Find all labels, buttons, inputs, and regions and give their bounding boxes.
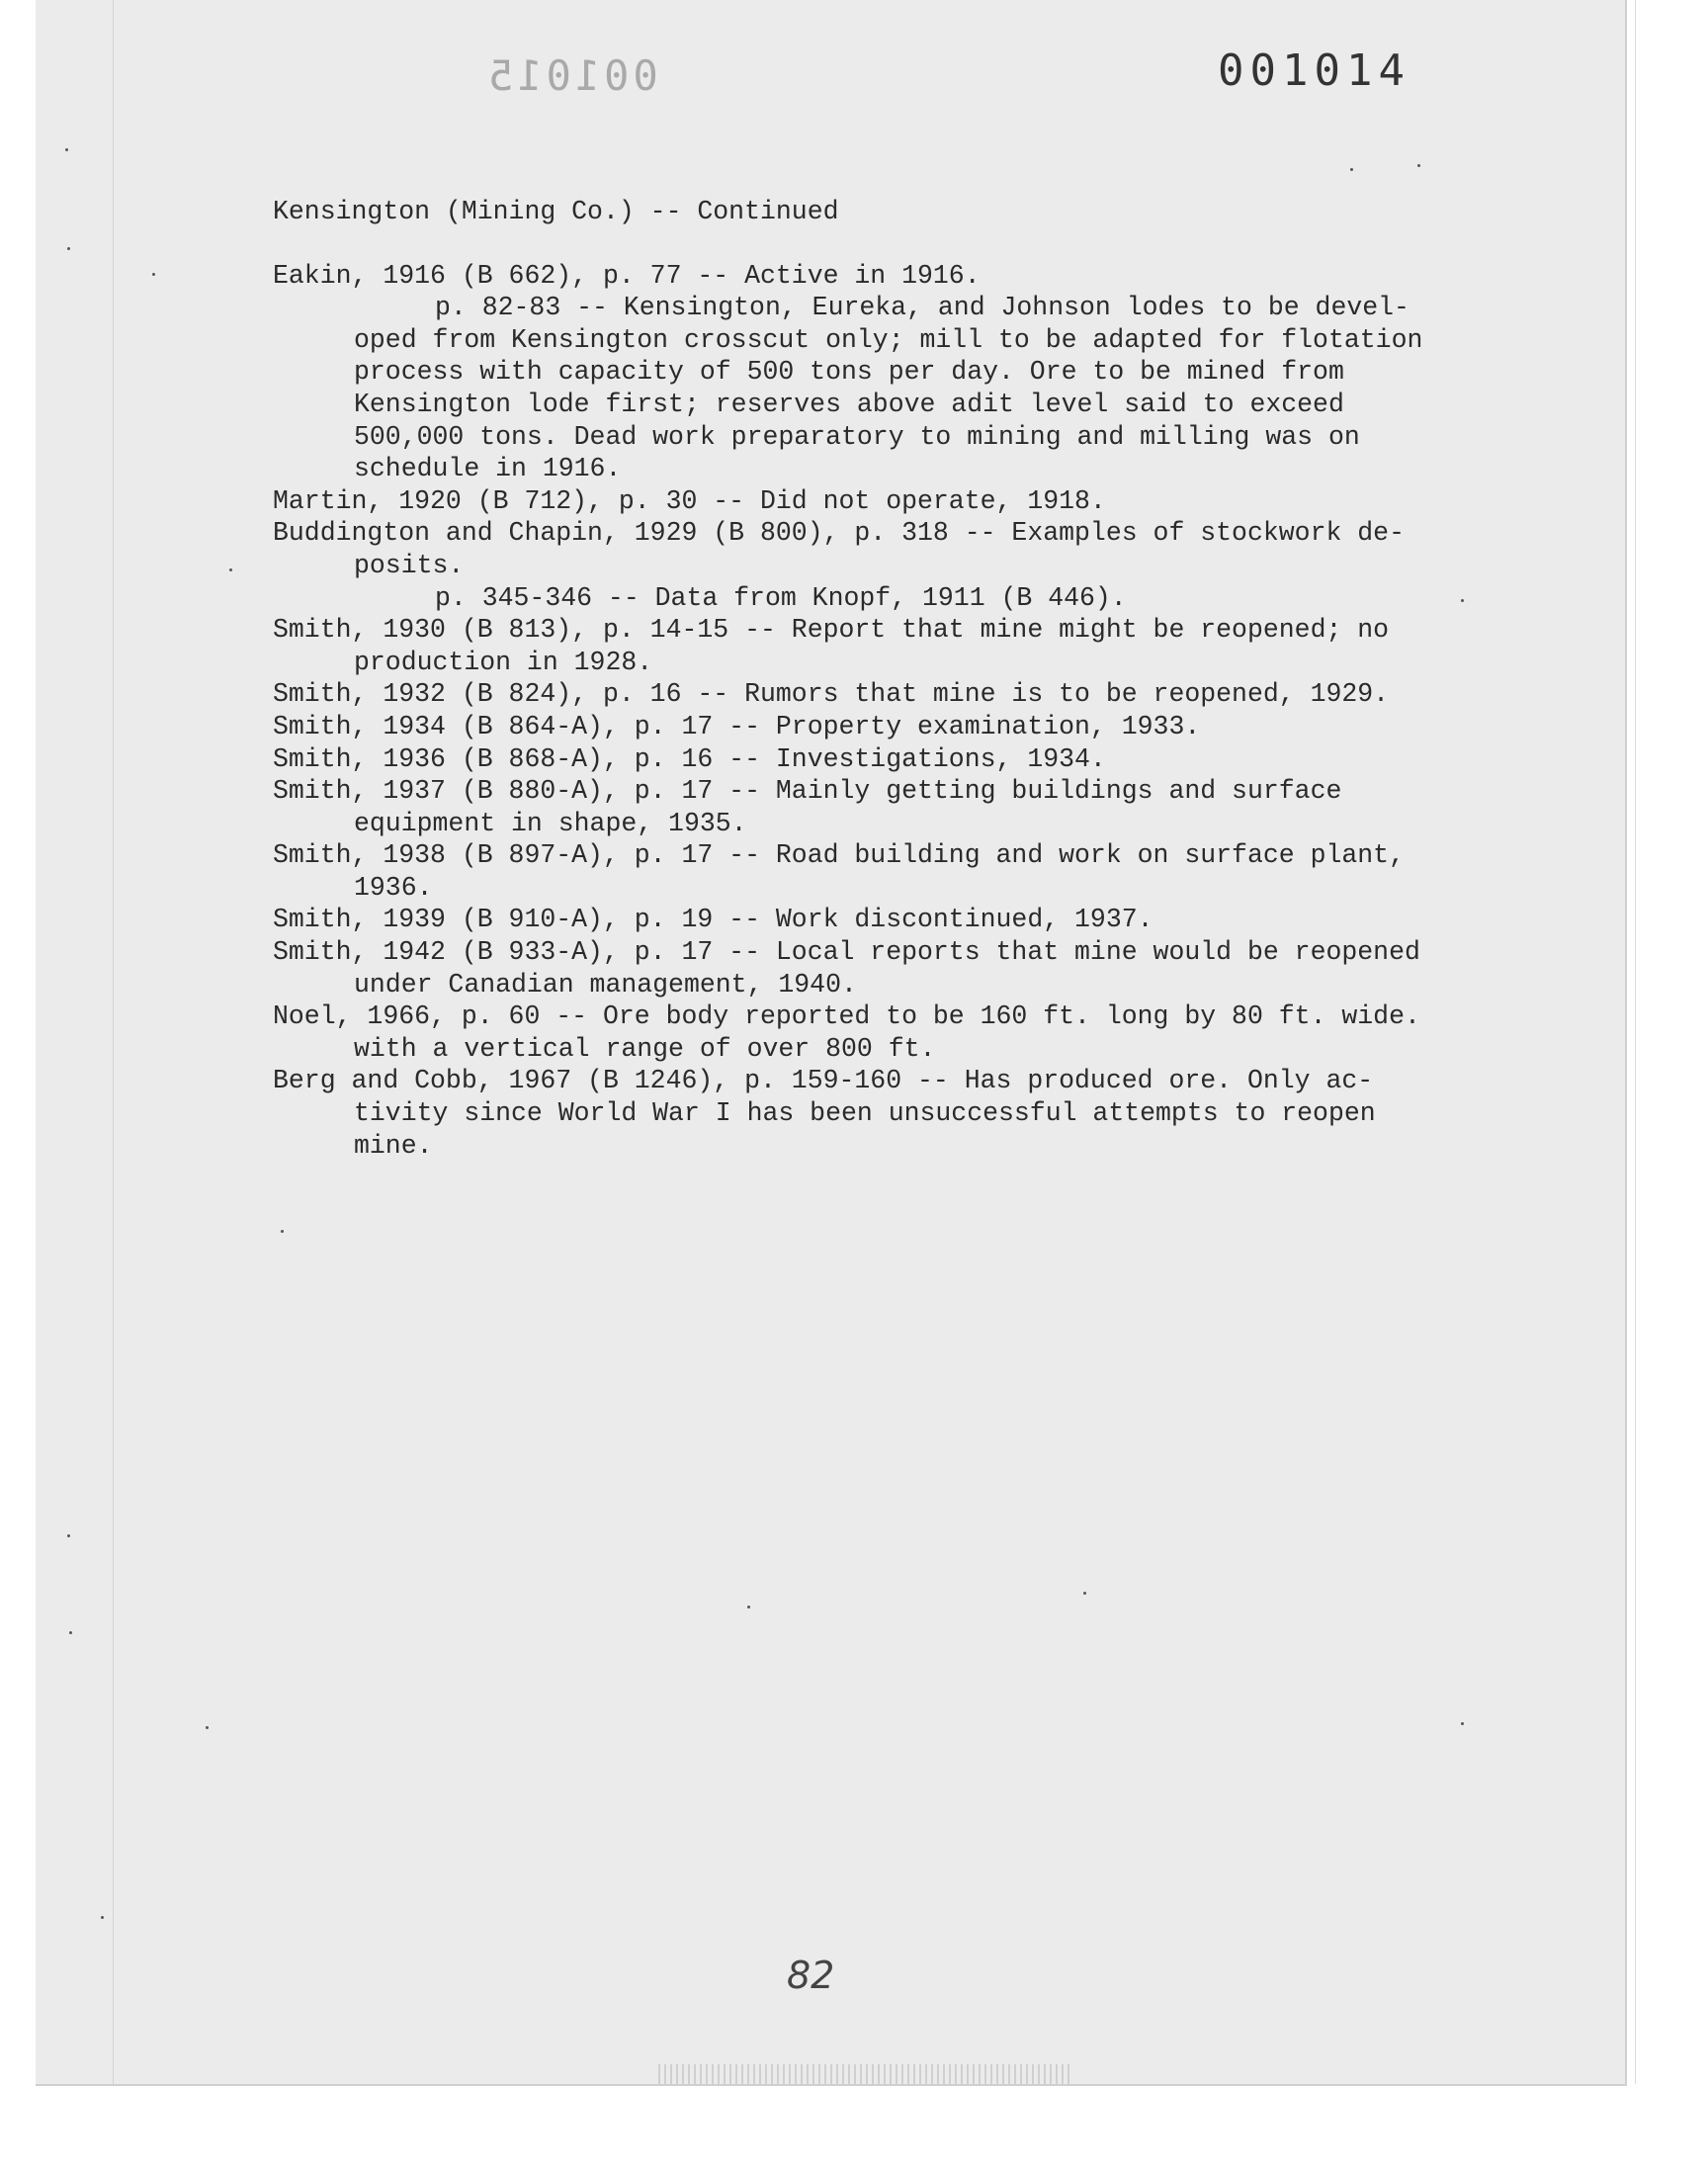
reference-entry <box>273 775 1489 839</box>
reference-entry <box>273 1065 1489 1162</box>
reference-entry <box>273 292 1489 485</box>
entry-line: Smith, 1938 (B 897-A), p. 17 -- Road building and work on surface plant, <box>273 840 1405 871</box>
mirrored-stamp-number: 001015 <box>484 51 658 100</box>
scan-artifact-strip <box>658 2064 1073 2084</box>
entry-line: Eakin, 1916 (B 662), p. 77 -- Active in 1916. <box>273 260 981 291</box>
reference-entry <box>273 743 1489 776</box>
reference-entry <box>273 582 1489 615</box>
stamp-number: 001014 <box>1218 45 1410 96</box>
entry-line: schedule in 1916. <box>354 454 622 484</box>
reference-entry <box>273 678 1489 711</box>
reference-entry <box>273 1000 1489 1065</box>
reference-entry <box>273 711 1489 743</box>
entry-line: process with capacity of 500 tons per day. Ore to be mined from <box>354 357 1344 388</box>
page-fold-line <box>113 0 114 2084</box>
entry-line: production in 1928. <box>354 647 653 677</box>
entry-line: with a vertical range of over 800 ft. <box>354 1033 936 1064</box>
document-body <box>273 196 1489 1162</box>
entry-line: under Canadian management, 1940. <box>354 969 857 1000</box>
section-heading: Kensington (Mining Co.) -- Continued <box>273 197 839 226</box>
entry-line: mine. <box>354 1130 433 1161</box>
entry-line: posits. <box>354 550 465 580</box>
entry-line: Smith, 1939 (B 910-A), p. 19 -- Work discontinued, 1937. <box>273 905 1153 935</box>
entry-line: Kensington lode first; reserves above adit level said to exceed <box>354 389 1344 419</box>
reference-entry <box>273 614 1489 678</box>
entry-line: tivity since World War I has been unsuccessful attempts to reopen <box>354 1098 1376 1129</box>
page-number: 82 <box>787 1954 835 1997</box>
entry-line: p. 345-346 -- Data from Knopf, 1911 (B 446). <box>435 582 1127 613</box>
entry-line: Smith, 1936 (B 868-A), p. 16 -- Investigations, 1934. <box>273 743 1106 774</box>
entry-line: Smith, 1932 (B 824), p. 16 -- Rumors that mine is to be reopened, 1929. <box>273 679 1390 710</box>
entry-line: Martin, 1920 (B 712), p. 30 -- Did not operate, 1918. <box>273 485 1106 516</box>
entry-line: Smith, 1930 (B 813), p. 14-15 -- Report that mine might be reopened; no <box>273 615 1390 646</box>
entry-line: equipment in shape, 1935. <box>354 808 747 838</box>
reference-entry <box>273 904 1489 936</box>
entry-line: 500,000 tons. Dead work preparatory to mining and milling was on <box>354 421 1360 452</box>
entry-line: p. 82-83 -- Kensington, Eureka, and Johnson lodes to be devel- <box>435 293 1409 323</box>
reference-entry <box>273 260 1489 293</box>
entry-line: Buddington and Chapin, 1929 (B 800), p. 318 -- Examples of stockwork de- <box>273 518 1405 549</box>
entry-line: Smith, 1942 (B 933-A), p. 17 -- Local reports that mine would be reopened <box>273 937 1420 968</box>
page-fold-line-right <box>1635 0 1636 2084</box>
reference-entry <box>273 517 1489 581</box>
entry-line: Berg and Cobb, 1967 (B 1246), p. 159-160 -- Has produced ore. Only ac- <box>273 1066 1374 1096</box>
entry-line: 1936. <box>354 872 433 903</box>
entry-line: Smith, 1937 (B 880-A), p. 17 -- Mainly getting buildings and surface <box>273 776 1342 807</box>
entry-line: oped from Kensington crosscut only; mill to be adapted for flotation <box>354 324 1423 355</box>
reference-entry <box>273 485 1489 518</box>
entry-line: Smith, 1934 (B 864-A), p. 17 -- Property examination, 1933. <box>273 711 1201 741</box>
entry-line: Noel, 1966, p. 60 -- Ore body reported to be 160 ft. long by 80 ft. wide. <box>273 1001 1420 1032</box>
reference-entry <box>273 839 1489 904</box>
reference-entry <box>273 936 1489 1000</box>
